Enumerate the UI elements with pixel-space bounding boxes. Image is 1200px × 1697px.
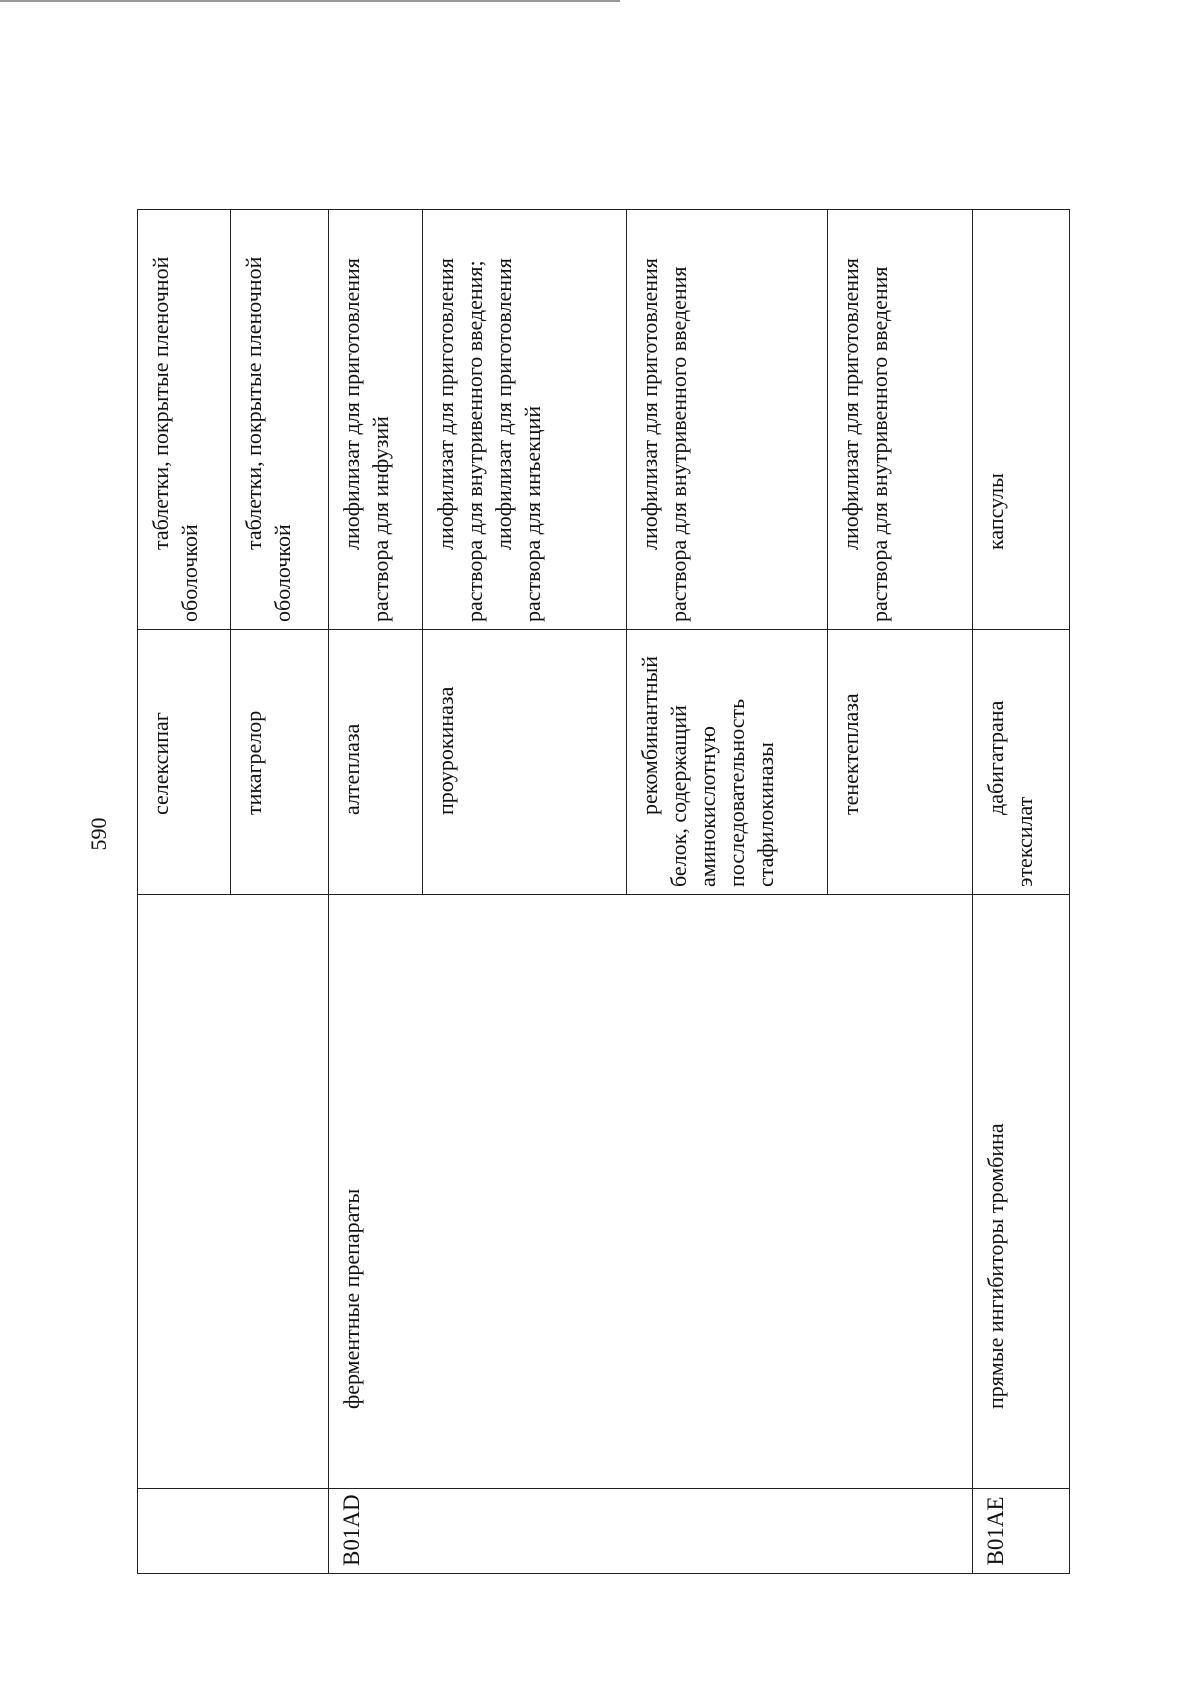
drug-table (137, 209, 1070, 1574)
form-line: капсулы (983, 473, 1009, 550)
group-cell (138, 895, 329, 1489)
form-line: лиофилизат для приготовления раствора для инфузий (339, 258, 394, 622)
forms-cell (828, 210, 973, 630)
table-row (973, 210, 1070, 1574)
forms-cell (626, 210, 828, 630)
group-cell: ферментные препараты (329, 895, 973, 1489)
table-row (138, 210, 231, 1574)
forms-cell (138, 210, 231, 630)
substance-cell: тикагрелор (231, 630, 329, 895)
table-row (329, 210, 422, 1574)
forms-cell (329, 210, 422, 630)
form-line: таблетки, покрытые пленочной оболочкой (148, 256, 202, 622)
substance-cell: тенектеплаза (828, 630, 973, 895)
substance-cell: рекомбинантный белок, содержащий аминокислотную последовательность стафилокиназы (626, 630, 828, 895)
form-line: лиофилизат для приготовления раствора для внутривенного введения (636, 258, 691, 622)
forms-cell (231, 210, 329, 630)
group-cell: прямые ингибиторы тромбина (973, 895, 1070, 1489)
forms-cell (422, 210, 626, 630)
atc-code-cell (138, 1489, 329, 1574)
atc-code-cell: B01AE (973, 1489, 1070, 1574)
substance-cell: проурокиназа (422, 630, 626, 895)
rotated-table-container (137, 210, 1070, 1574)
form-line: лиофилизат для приготовления раствора для инъекций (490, 258, 545, 622)
substance-cell: дабигатрана этексилат (973, 630, 1070, 895)
page-number: 590 (86, 817, 111, 851)
form-line: лиофилизат для приготовления раствора для внутривенного введения (838, 258, 893, 622)
forms-cell (973, 210, 1070, 630)
form-line: таблетки, покрытые пленочной оболочкой (241, 256, 296, 622)
substance-cell: селексипаг (138, 630, 231, 895)
scan-edge-line (0, 0, 620, 2)
form-line: лиофилизат для приготовления раствора для внутривенного введения; (432, 258, 487, 622)
atc-code-cell: B01AD (329, 1489, 973, 1574)
substance-cell: алтеплаза (329, 630, 422, 895)
